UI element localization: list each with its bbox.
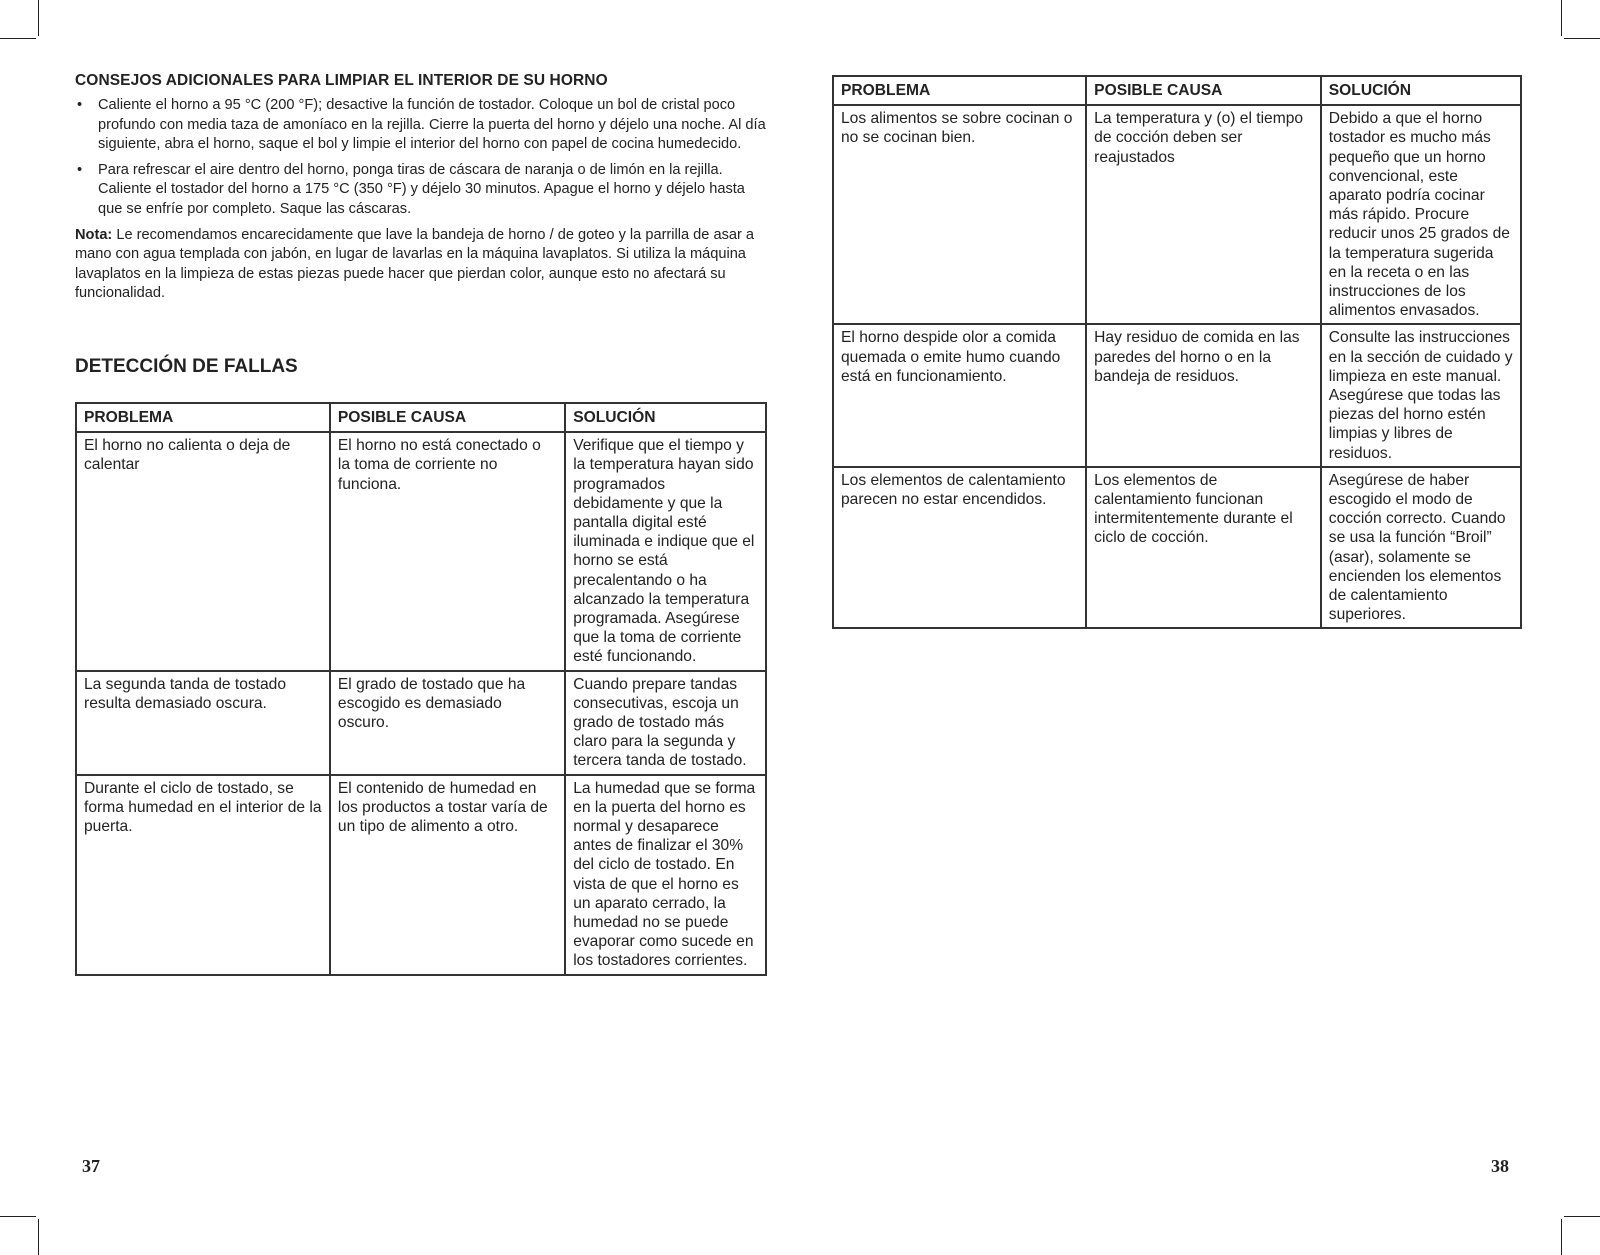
list-item (75, 161, 767, 220)
cause-cell: Los elementos de calentamiento funcionan intermitentemente durante el ciclo de cocción. (1086, 467, 1321, 629)
table-row (76, 671, 766, 775)
solution-cell: Debido a que el horno tostador es mucho más pequeño que un horno convencional, este aparato podría cocinar más rápido. Procure reducir unos 25 grados de la temperatura sugerida en la receta o en las instrucciones de los alimentos envasados. (1321, 105, 1521, 324)
page-number-left: 37 (82, 1156, 100, 1176)
table-row (833, 324, 1521, 466)
bullet-text: Caliente el horno a 95 °C (200 °F); desactive la función de tostador. Coloque un bol de cristal poco profundo con media taza de amoníaco en la rejilla. Cierre la puerta del horno y déjelo una noche. Al día siguiente, abra el horno, saque el bol y limpie el interior del horno con papel de cocina humedecido. (98, 97, 766, 153)
troubleshooting-table-left (75, 402, 767, 976)
problem-cell: Los elementos de calentamiento parecen no estar encendidos. (833, 467, 1086, 629)
problem-cell: El horno despide olor a comida quemada o emite humo cuando está en funcionamiento. (833, 324, 1086, 466)
solution-cell: Verifique que el tiempo y la temperatura hayan sido programados debidamente y que la pantalla digital esté iluminada e indique que el horno se está precalentando o ha alcanzado la temperatura programada. Asegúrese que la toma de corriente esté funcionando. (565, 432, 766, 670)
solution-cell: Cuando prepare tandas consecutivas, escoja un grado de tostado más claro para la segunda y tercera tanda de tostado. (565, 671, 766, 775)
troubleshooting-table-right (832, 75, 1522, 629)
table-header-row (76, 403, 766, 432)
header-cause: POSIBLE CAUSA (1086, 76, 1321, 105)
solution-cell: Consulte las instrucciones en la sección de cuidado y limpieza en este manual. Asegúrese que todas las piezas del horno estén limpias y libres de residuos. (1321, 324, 1521, 466)
crop-mark (1561, 0, 1562, 36)
list-item (75, 96, 767, 155)
header-solution: SOLUCIÓN (565, 403, 766, 432)
crop-mark (38, 1219, 39, 1255)
right-page (832, 75, 1522, 629)
crop-mark (1564, 1216, 1600, 1217)
cause-cell: La temperatura y (o) el tiempo de cocción deben ser reajustados (1086, 105, 1321, 324)
table-row (76, 775, 766, 975)
troubleshooting-title: DETECCIÓN DE FALLAS (75, 355, 298, 377)
header-problem: PROBLEMA (833, 76, 1086, 105)
problem-cell: La segunda tanda de tostado resulta demasiado oscura. (76, 671, 330, 775)
note-label: Nota: (75, 226, 113, 243)
cleaning-tips-list (75, 96, 767, 220)
bullet-text: Para refrescar el aire dentro del horno, ponga tiras de cáscara de naranja o de limón en la rejilla. Caliente el tostador del horno a 175 °C (350 °F) y déjelo 30 minutos. Apague el horno y déjelo hasta que se enfríe por completo. Saque las cáscaras. (98, 161, 745, 217)
bullet-icon: • (77, 161, 83, 178)
problem-cell: Los alimentos se sobre cocinan o no se cocinan bien. (833, 105, 1086, 324)
cleaning-tips-heading: CONSEJOS ADICIONALES PARA LIMPIAR EL INTERIOR DE SU HORNO (75, 72, 608, 89)
header-solution: SOLUCIÓN (1321, 76, 1521, 105)
solution-cell: La humedad que se forma en la puerta del horno es normal y desaparece antes de finalizar el 30% del ciclo de tostado. En vista de que el horno es un aparato cerrado, la humedad no se puede evaporar como sucede en los tostadores corrientes. (565, 775, 766, 975)
table-row (833, 105, 1521, 324)
page-number-right: 38 (1491, 1156, 1509, 1176)
left-page (75, 72, 767, 976)
crop-mark (1561, 1219, 1562, 1255)
cause-cell: Hay residuo de comida en las paredes del horno o en la bandeja de residuos. (1086, 324, 1321, 466)
header-cause: POSIBLE CAUSA (330, 403, 565, 432)
crop-mark (0, 1216, 36, 1217)
cause-cell: El contenido de humedad en los productos a tostar varía de un tipo de alimento a otro. (330, 775, 565, 975)
crop-mark (1564, 38, 1600, 39)
cause-cell: El horno no está conectado o la toma de corriente no funciona. (330, 432, 565, 670)
problem-cell: El horno no calienta o deja de calentar (76, 432, 330, 670)
solution-cell: Asegúrese de haber escogido el modo de cocción correcto. Cuando se usa la función “Broil” (asar), solamente se encienden los elementos de calentamiento superiores. (1321, 467, 1521, 629)
crop-mark (0, 38, 36, 39)
bullet-icon: • (77, 97, 83, 113)
crop-mark (38, 0, 39, 36)
header-problem: PROBLEMA (76, 403, 330, 432)
note-text: Le recomendamos encarecidamente que lave la bandeja de horno / de goteo y la parrilla de asar a mano con agua templada con jabón, en lugar de lavarlas en la máquina lavaplatos. Si utiliza la máquina lavaplatos en la limpieza de estas piezas puede hacer que pierdan color, aunque esto no afectará su funcionalidad. (75, 226, 755, 302)
table-header-row (833, 76, 1521, 105)
care-note (75, 226, 767, 304)
problem-cell: Durante el ciclo de tostado, se forma humedad en el interior de la puerta. (76, 775, 330, 975)
cause-cell: El grado de tostado que ha escogido es demasiado oscuro. (330, 671, 565, 775)
table-row (833, 467, 1521, 629)
table-row (76, 432, 766, 670)
